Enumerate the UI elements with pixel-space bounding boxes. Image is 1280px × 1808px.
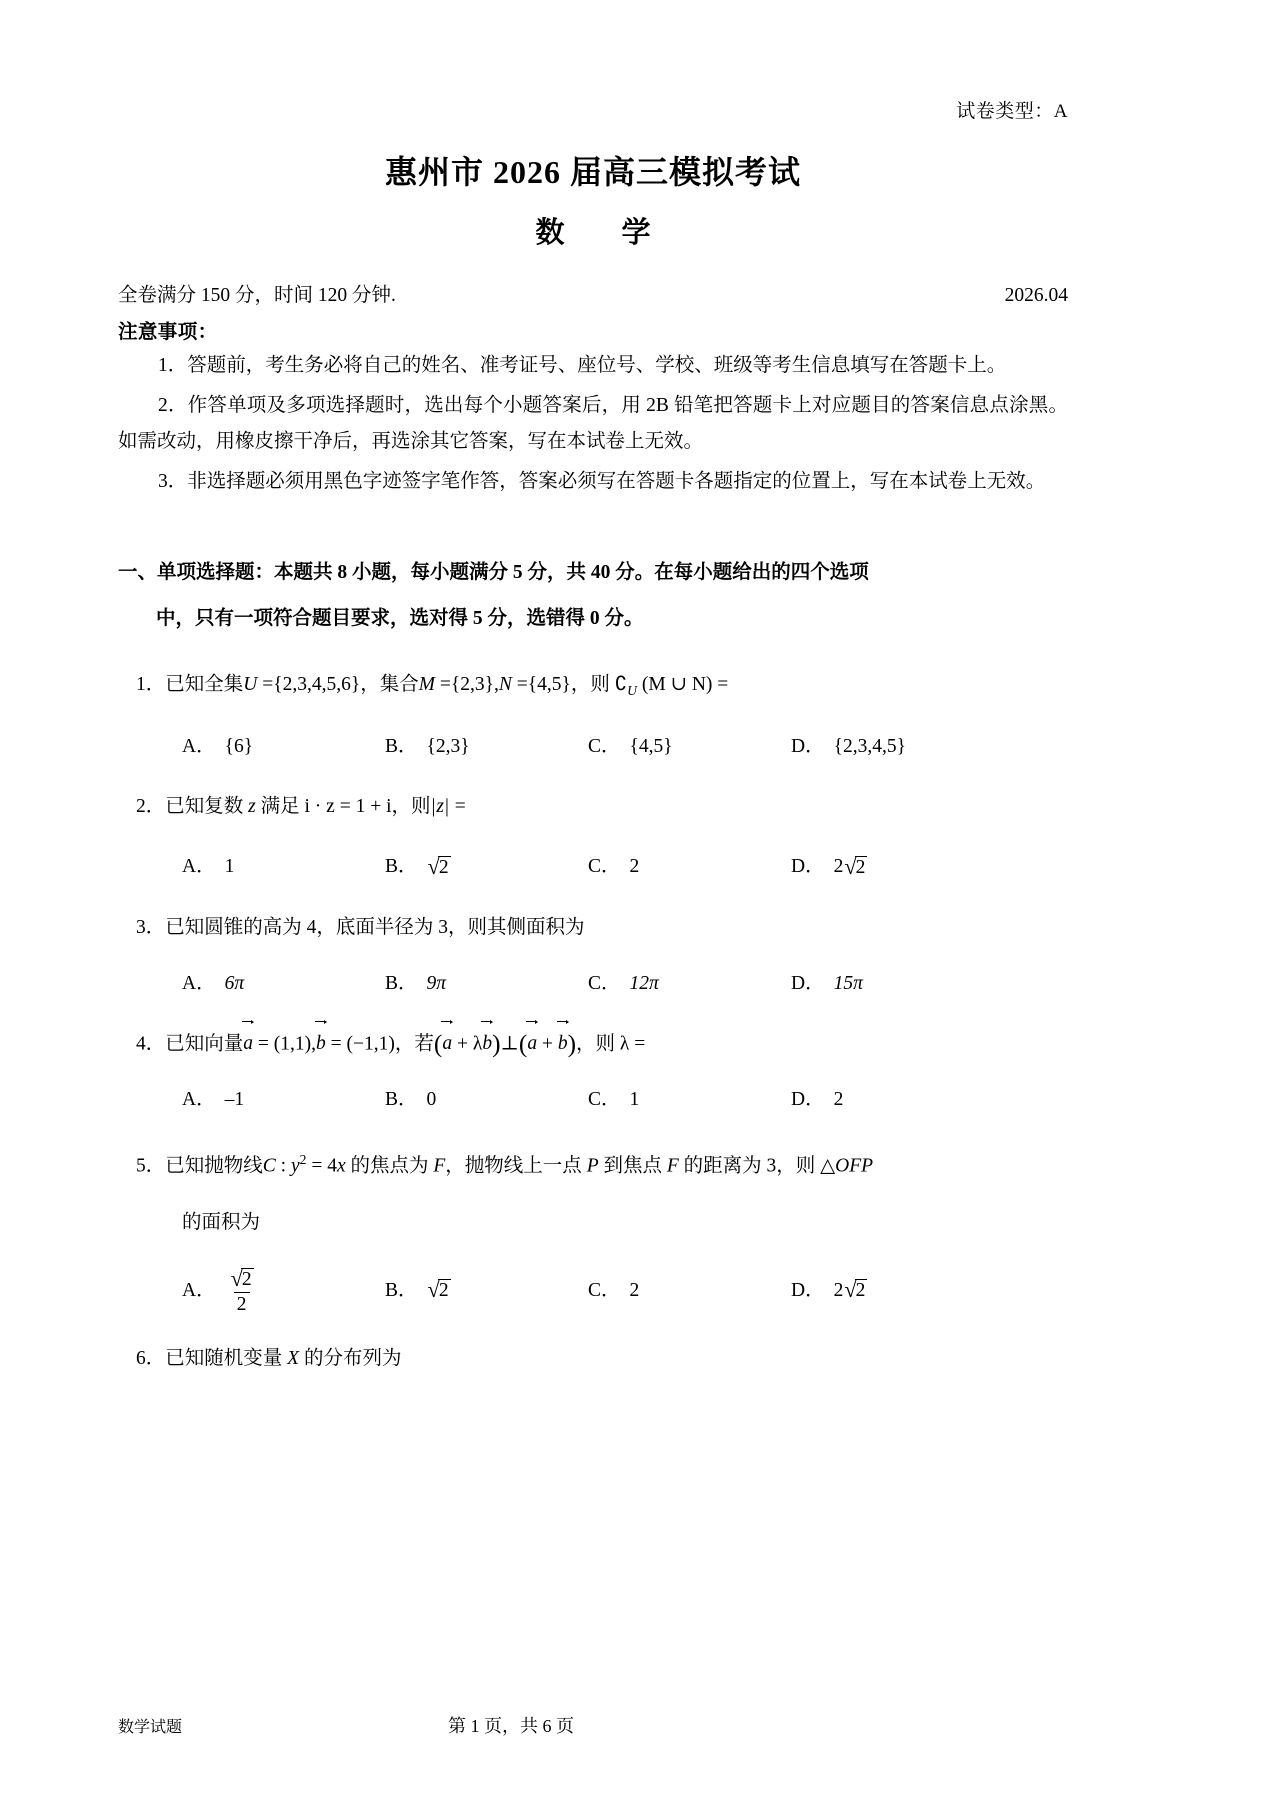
section-heading-line-1: 一、单项选择题：本题共 8 小题，每小题满分 5 分，共 40 分。在每小题给出的四个选项 — [118, 562, 869, 583]
q2-abs-open: | — [431, 795, 436, 817]
q4-paren-close-2: ) — [567, 1029, 577, 1058]
opt-radicand: 2 — [855, 1280, 866, 1302]
question-4-option-b[interactable] — [385, 1083, 588, 1117]
opt-label: C． — [588, 972, 621, 994]
notice-item-3: 3．非选择题必须用黑色字迹签字笔作答，答案必须写在答题卡各题指定的位置上，写在本试卷上无效。 — [158, 471, 1046, 492]
notice-heading: 注意事项： — [118, 322, 218, 343]
q4-b-value: = (−1,1) — [330, 1033, 395, 1055]
score-info: 全卷满分 150 分，时间 120 分钟. — [118, 285, 396, 306]
opt-label: A． — [182, 972, 216, 994]
q4-lead: 已知向量 — [165, 1033, 244, 1055]
q2-then: ，则 — [391, 795, 431, 817]
q4-vector-a2: a — [442, 1027, 452, 1061]
question-6-number: 6． — [136, 1347, 166, 1369]
opt-text: 2 — [833, 1089, 844, 1111]
opt-label: C． — [588, 1279, 621, 1301]
question-5-number: 5． — [136, 1155, 166, 1177]
opt-radicand: 2 — [241, 1268, 252, 1290]
frac-numerator: √2 — [230, 1265, 252, 1291]
question-2-options — [136, 850, 1068, 885]
opt-text: {6} — [224, 735, 254, 757]
question-1-option-c[interactable] — [588, 730, 791, 764]
footer-page-number: 第 1 页，共 6 页 — [448, 1716, 574, 1736]
question-1-stem: 1．已知全集U ={2,3,4,5,6}，集合M ={2,3},N ={4,5}，则 $∁_U$ (M ∪ N) = — [136, 674, 729, 698]
q5-eq: = 4 — [311, 1155, 337, 1177]
q1-set-u: {2,3,4,5,6} — [273, 674, 361, 695]
q2-abs-var: z — [436, 795, 445, 817]
question-3 — [118, 911, 1068, 1001]
question-2 — [118, 790, 1068, 885]
opt-label: B． — [385, 1089, 418, 1111]
paper-type-label: 试卷类型：A — [956, 101, 1068, 122]
q5-colon: : — [280, 1155, 287, 1177]
q5-x-var: x — [336, 1155, 346, 1177]
question-5-stem — [136, 1143, 1068, 1184]
opt-text: 12π — [629, 972, 659, 994]
q4-vector-b3: b — [558, 1027, 568, 1061]
question-5-continuation: 的面积为 — [182, 1211, 261, 1233]
q2-abs-close: | — [445, 795, 449, 817]
question-3-option-d[interactable] — [791, 967, 994, 1001]
question-5-option-b[interactable] — [385, 1273, 588, 1308]
q6-lead: 已知随机变量 — [165, 1347, 283, 1369]
q5-lead: 已知抛物线 — [165, 1155, 263, 1177]
section-heading-line-2: 中，只有一项符合题目要求，选对得 5 分，选错得 0 分。 — [156, 608, 644, 629]
question-4-number: 4． — [136, 1033, 166, 1055]
opt-label: D． — [791, 856, 825, 878]
q4-then: ，则 λ = — [576, 1033, 646, 1055]
q5-mid-2: ，抛物线上一点 — [445, 1155, 582, 1177]
opt-label: A． — [182, 735, 216, 757]
question-6 — [118, 1342, 1068, 1376]
q4-vector-a3: a — [527, 1027, 537, 1061]
opt-label: B． — [385, 735, 418, 757]
q2-equation: i · z = 1 + i — [304, 795, 392, 817]
q1-var-n: N — [498, 674, 512, 695]
page-content — [118, 0, 1068, 1376]
q1-complement-sub: U — [627, 682, 638, 698]
opt-text: 1 — [629, 1089, 640, 1111]
opt-label: A． — [182, 1279, 216, 1301]
question-4-stem: 4．已知向量a = (1,1),b = (−1,1)，若(a + λb)⊥(a + b)，则 λ = — [136, 1027, 1068, 1061]
q5-mid-4: 的距离为 3，则 △ — [683, 1155, 836, 1177]
opt-text: {2,3} — [426, 735, 470, 757]
opt-text: –1 — [224, 1089, 245, 1111]
opt-text: 1 — [224, 856, 235, 878]
q5-y-var: y — [290, 1155, 300, 1177]
opt-radicand: 2 — [438, 1280, 449, 1302]
question-4-option-c[interactable] — [588, 1083, 791, 1117]
score-and-date-line — [118, 279, 1068, 307]
q2-var-z: z — [248, 795, 256, 817]
question-4-option-d[interactable] — [791, 1083, 994, 1117]
opt-radicand: 2 — [438, 856, 449, 878]
q4-paren-close-1: ) — [492, 1029, 501, 1058]
q1-set-m: {2,3} — [450, 674, 494, 695]
opt-label: D． — [791, 972, 825, 994]
q4-lambda-term: + λ — [456, 1033, 483, 1055]
notice-item-2: 2．作答单项及多项选择题时，选出每个小题答案后，用 2B 铅笔把答题卡上对应题目的答案信息点涂黑。如需改动，用橡皮擦干净后，再选涂其它答案，写在本试卷上无效。 — [118, 395, 1068, 452]
q2-tail: = — [454, 795, 466, 817]
page-footer — [118, 1712, 1162, 1738]
section-heading-single-choice — [118, 550, 1068, 642]
q5-exponent: 2 — [299, 1152, 307, 1168]
footer-subject-label: 数学试题 — [118, 1719, 183, 1736]
question-5-option-a[interactable] — [182, 1266, 385, 1316]
sqrt-icon: √2 — [844, 853, 866, 879]
question-3-option-c[interactable] — [588, 967, 791, 1001]
opt-text: {2,3,4,5} — [833, 735, 906, 757]
question-1-option-b[interactable] — [385, 730, 588, 764]
q4-paren-open-1: ( — [433, 1029, 443, 1058]
question-1-number: 1． — [136, 674, 166, 695]
opt-text: 15π — [833, 972, 863, 994]
q5-curve: C — [262, 1155, 276, 1177]
question-3-number: 3． — [136, 916, 166, 938]
opt-label: B． — [385, 1279, 418, 1301]
opt-label: C． — [588, 856, 621, 878]
subject-title: 数 学 — [535, 217, 665, 249]
opt-label: D． — [791, 1089, 825, 1111]
sqrt-icon: √2 — [427, 853, 449, 879]
q3-text: 已知圆锥的高为 4，底面半径为 3，则其侧面积为 — [165, 916, 585, 938]
opt-label: B． — [385, 856, 418, 878]
q4-vector-b: b — [316, 1027, 326, 1061]
question-5-option-d[interactable] — [791, 1273, 994, 1308]
opt-coefficient: 2 — [833, 1279, 844, 1301]
q5-focus-f2: F — [666, 1155, 679, 1177]
question-1-options — [136, 730, 1068, 764]
question-4-option-a[interactable] — [182, 1083, 385, 1117]
question-4-options — [136, 1083, 1068, 1117]
sqrt-icon: √2 — [427, 1277, 449, 1303]
q4-vector-a: a — [243, 1027, 253, 1061]
exam-title: 惠州市 2026 届高三模拟考试 — [384, 154, 801, 190]
opt-label: C． — [588, 1089, 621, 1111]
sqrt-icon: √2 — [844, 1277, 866, 1303]
q6-x-var: X — [287, 1347, 300, 1369]
question-5-options — [136, 1266, 1068, 1316]
question-1 — [118, 668, 1068, 764]
exam-date: 2026.04 — [1004, 285, 1068, 306]
question-1-option-a[interactable] — [182, 730, 385, 764]
opt-label: D． — [791, 735, 825, 757]
opt-text: 2 — [629, 1279, 640, 1301]
question-2-option-b[interactable] — [385, 850, 588, 885]
fraction-icon — [227, 1266, 257, 1316]
q1-expression: (M ∪ N) = — [641, 674, 729, 695]
q4-paren-open-2: ( — [518, 1029, 528, 1058]
question-2-number: 2． — [136, 795, 166, 817]
opt-text: 6π — [224, 972, 245, 994]
q4-a-value: = (1,1), — [257, 1033, 317, 1055]
q6-tail: 的分布列为 — [303, 1347, 402, 1369]
question-1-option-d[interactable] — [791, 730, 994, 764]
opt-text: 0 — [426, 1089, 437, 1111]
question-2-option-c[interactable] — [588, 850, 791, 884]
opt-label: B． — [385, 972, 418, 994]
opt-text: 9π — [426, 972, 447, 994]
question-3-stem — [136, 911, 1068, 945]
q4-vector-b2: b — [482, 1027, 492, 1061]
opt-label: C． — [588, 735, 621, 757]
opt-label: A． — [182, 1089, 216, 1111]
opt-label: D． — [791, 1279, 825, 1301]
q5-focus-f1: F — [433, 1155, 446, 1177]
opt-label: A． — [182, 856, 216, 878]
q1-then: ，则 — [570, 674, 610, 695]
q1-lead: 已知全集 — [165, 674, 244, 695]
q1-set-n: {4,5} — [527, 674, 571, 695]
q1-var-u: U — [243, 674, 258, 695]
question-3-options — [136, 967, 1068, 1001]
opt-text: {4,5} — [629, 735, 673, 757]
q1-mid: ，集合 — [360, 674, 419, 695]
question-4 — [118, 1027, 1068, 1117]
q2-lead: 已知复数 — [165, 795, 244, 817]
opt-text: 2 — [629, 856, 640, 878]
notice-item-1: 1．答题前，考生务必将自己的姓名、准考证号、座位号、学校、班级等考生信息填写在答题卡上。 — [158, 355, 1007, 376]
question-2-option-d[interactable] — [791, 850, 994, 885]
q5-point-p: P — [586, 1155, 599, 1177]
question-2-stem — [136, 790, 1068, 824]
q1-complement-symbol: ∁ — [614, 674, 628, 695]
question-5-option-c[interactable] — [588, 1274, 791, 1308]
question-5 — [118, 1143, 1068, 1315]
question-3-option-b[interactable] — [385, 967, 588, 1001]
question-2-option-a[interactable] — [182, 850, 385, 884]
opt-radicand: 2 — [855, 856, 866, 878]
q4-mid: ，若 — [394, 1033, 434, 1055]
opt-coefficient: 2 — [833, 856, 844, 878]
q1-var-m: M — [418, 674, 435, 695]
q2-mid: 满足 — [260, 795, 300, 817]
q4-perp-symbol: ⊥ — [500, 1033, 519, 1055]
question-3-option-a[interactable] — [182, 967, 385, 1001]
q5-mid-3: 到焦点 — [603, 1155, 662, 1177]
frac-denominator: 2 — [234, 1292, 250, 1316]
question-6-stem — [136, 1342, 1068, 1376]
q5-triangle-ofp: OFP — [835, 1155, 874, 1177]
q5-mid-1: 的焦点为 — [350, 1155, 429, 1177]
